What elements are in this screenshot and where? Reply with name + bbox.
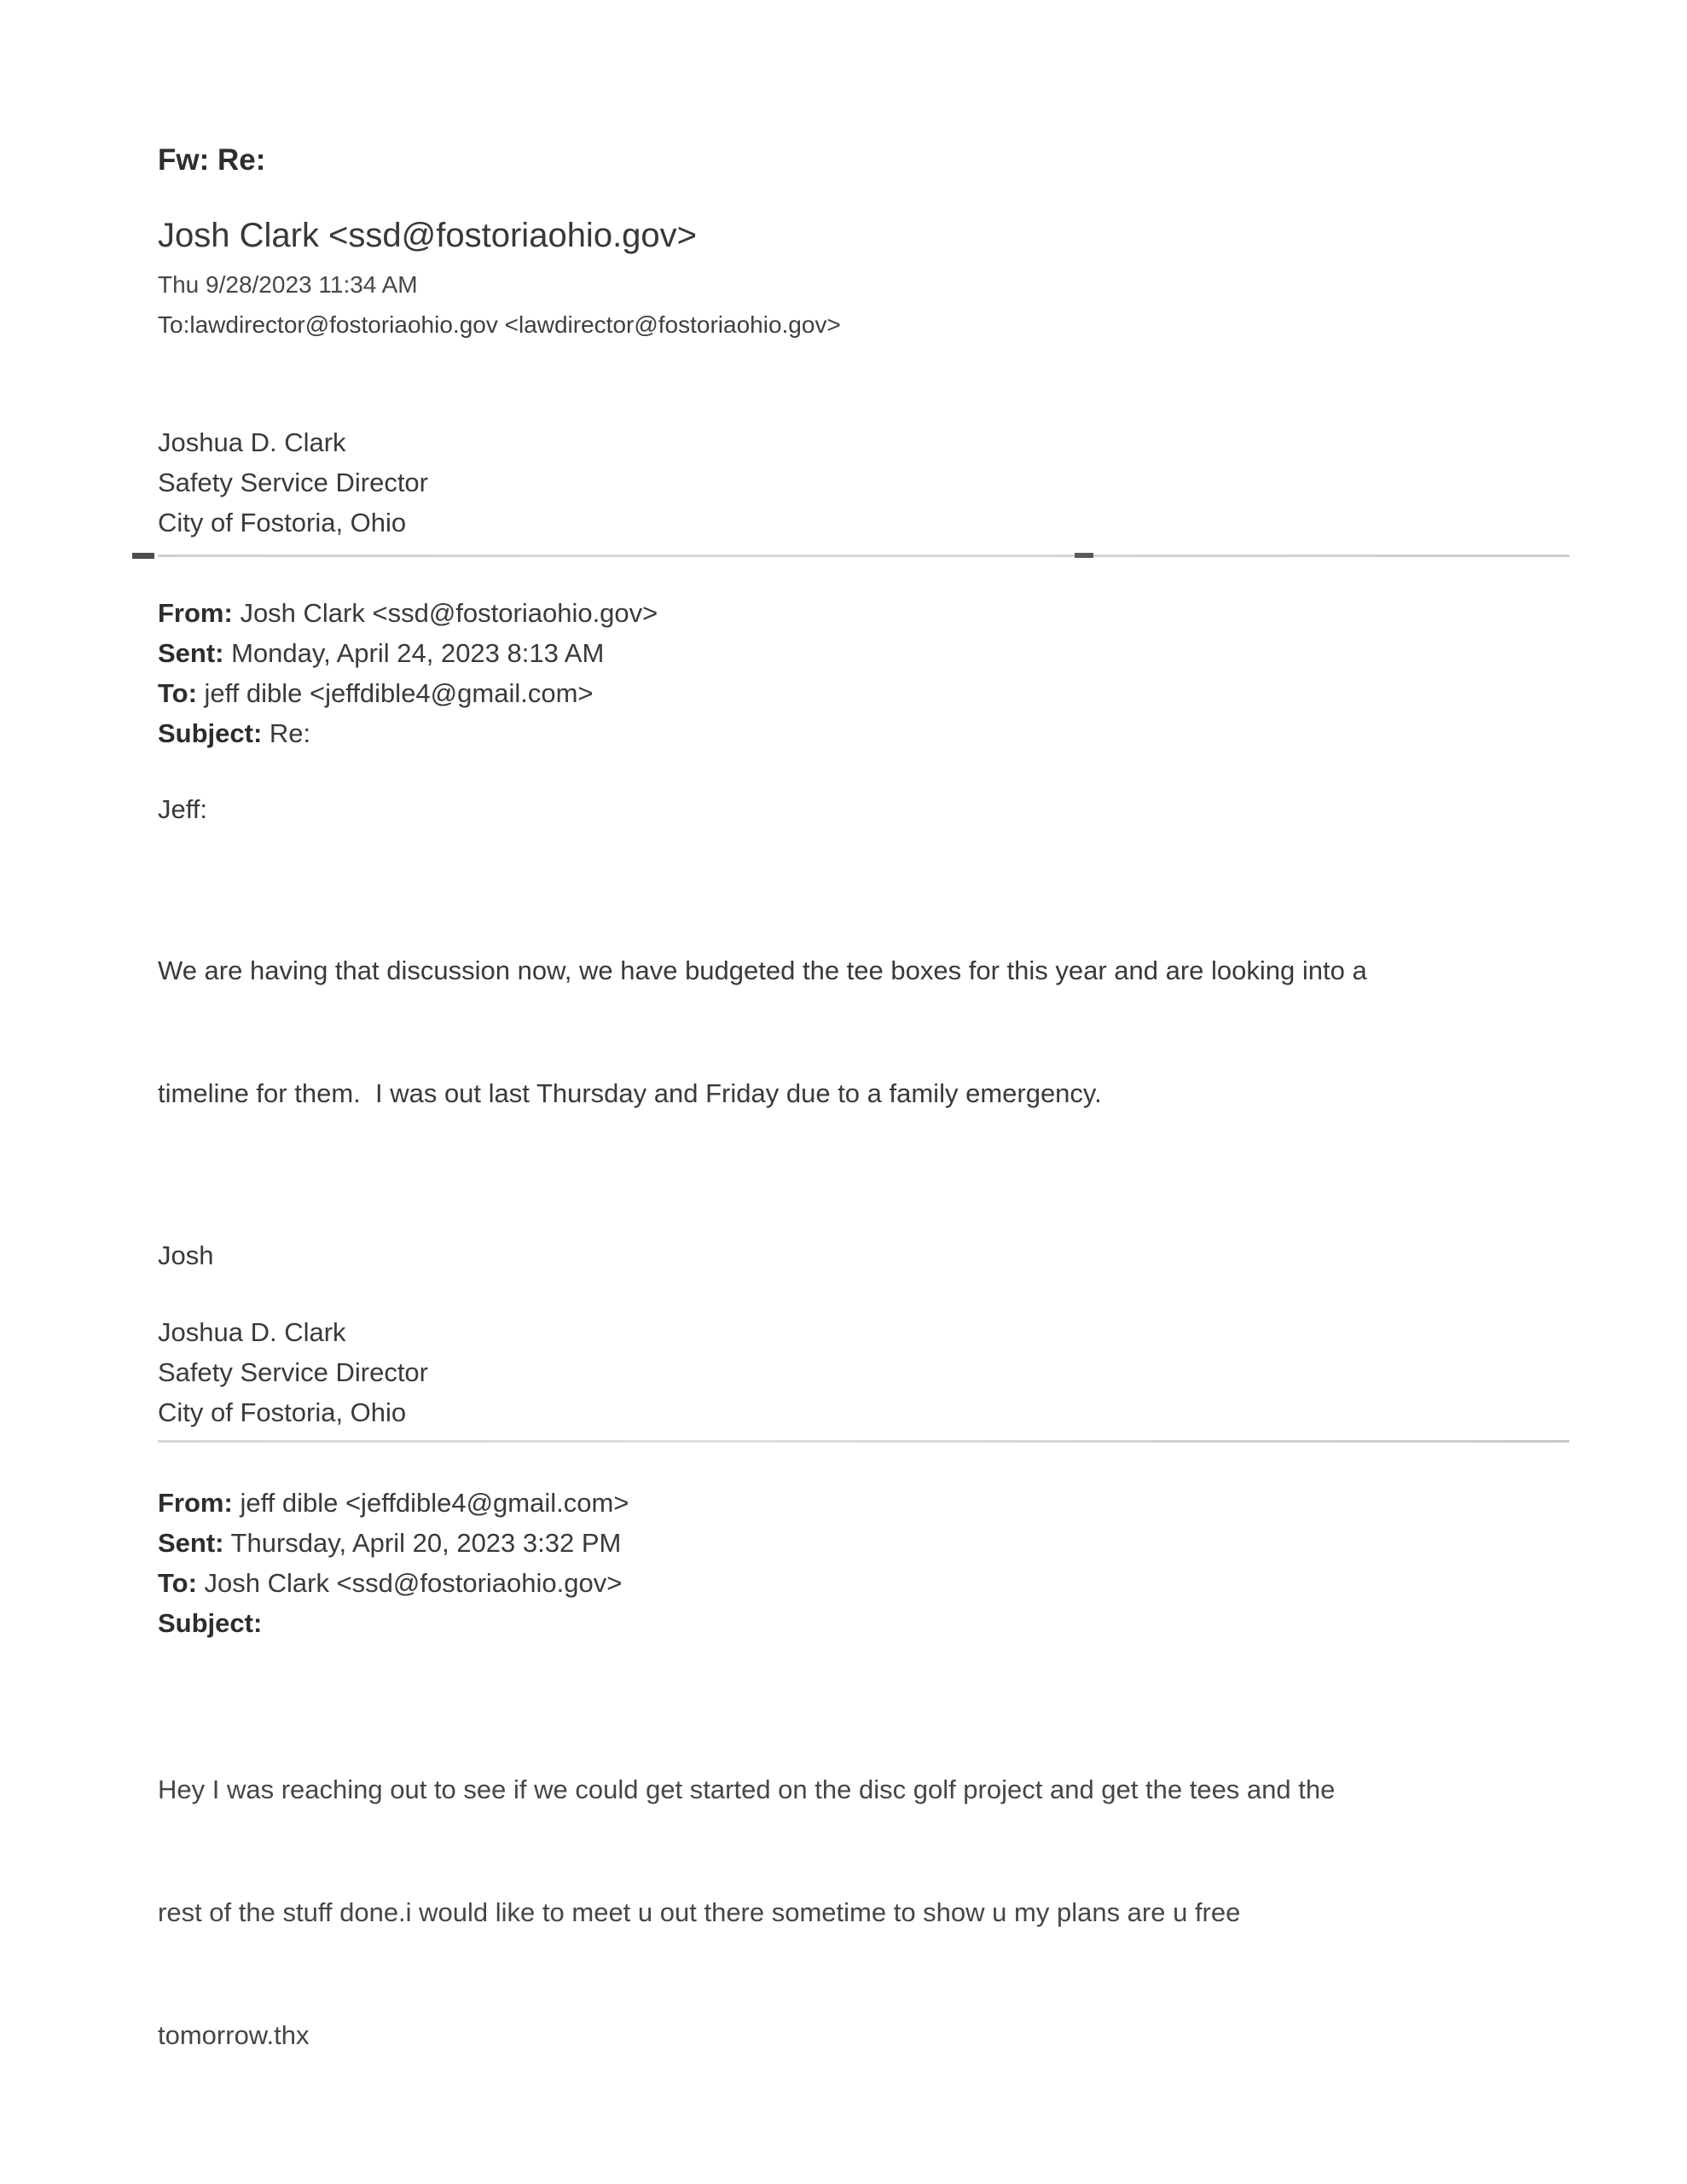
header-row-sent xyxy=(158,1523,1569,1563)
body-line: Hey I was reaching out to see if we could get started on the disc golf project and get the tees and the xyxy=(158,1774,1336,1804)
header-label: Sent: xyxy=(158,1528,224,1558)
sender-line: Josh Clark <ssd@fostoriaohio.gov> xyxy=(158,217,698,254)
body-line: tomorrow.thx xyxy=(158,2020,310,2050)
date-line: Thu 9/28/2023 11:34 AM xyxy=(158,271,418,298)
email-subject-title: Fw: Re: xyxy=(158,143,266,177)
header-value: jeff dible <jeffdible4@gmail.com> xyxy=(232,1488,629,1518)
message-2-body xyxy=(158,1687,1569,2138)
header-row-from xyxy=(158,1483,1569,1523)
header-row-sent xyxy=(158,633,1569,673)
forward-signature-block xyxy=(158,422,1569,543)
header-value: Monday, April 24, 2023 8:13 AM xyxy=(223,638,605,668)
header-label: To: xyxy=(158,678,197,708)
signature-name: Joshua D. Clark xyxy=(158,1317,346,1347)
divider-dash xyxy=(1075,553,1093,558)
header-value: jeff dible <jeffdible4@gmail.com> xyxy=(196,678,594,708)
message-1-closing: Josh xyxy=(158,1240,214,1270)
signature-title: Safety Service Director xyxy=(158,1357,428,1387)
message-2-headers xyxy=(158,1483,1569,1643)
message-divider xyxy=(158,1440,1569,1443)
header-row-subject xyxy=(158,713,1569,753)
header-label: From: xyxy=(158,1488,233,1518)
header-label: Subject: xyxy=(158,718,263,748)
signature-org: City of Fostoria, Ohio xyxy=(158,508,407,537)
body-line: rest of the stuff done.i would like to meet u out there sometime to show u my plans are u free xyxy=(158,1897,1241,1927)
message-divider xyxy=(158,555,1569,557)
message-1-signature-block xyxy=(158,1312,1569,1432)
header-label: To: xyxy=(158,1568,197,1598)
header-row-to xyxy=(158,673,1569,713)
header-value: Josh Clark <ssd@fostoriaohio.gov> xyxy=(232,598,658,628)
message-1-body xyxy=(158,868,1569,1196)
message-1-greeting: Jeff: xyxy=(158,794,208,824)
to-line: To:lawdirector@fostoriaohio.gov <lawdirector@fostoriaohio.gov> xyxy=(158,311,841,338)
signature-name: Joshua D. Clark xyxy=(158,427,346,457)
message-1-headers xyxy=(158,593,1569,753)
header-label: From: xyxy=(158,598,233,628)
header-value: Josh Clark <ssd@fostoriaohio.gov> xyxy=(196,1568,623,1598)
header-row-to xyxy=(158,1563,1569,1603)
body-line: timeline for them. I was out last Thursday and Friday due to a family emergency. xyxy=(158,1078,1102,1108)
divider-dash xyxy=(132,553,154,559)
header-row-from xyxy=(158,593,1569,633)
signature-org: City of Fostoria, Ohio xyxy=(158,1397,407,1427)
header-label: Sent: xyxy=(158,638,224,668)
header-value: Re: xyxy=(262,718,311,748)
body-line: We are having that discussion now, we have budgeted the tee boxes for this year and are looking into a xyxy=(158,956,1367,985)
signature-title: Safety Service Director xyxy=(158,468,428,497)
header-value: Thursday, April 20, 2023 3:32 PM xyxy=(223,1528,622,1558)
header-label: Subject: xyxy=(158,1608,263,1638)
page-content xyxy=(158,0,1569,2138)
header-row-subject xyxy=(158,1603,1569,1643)
